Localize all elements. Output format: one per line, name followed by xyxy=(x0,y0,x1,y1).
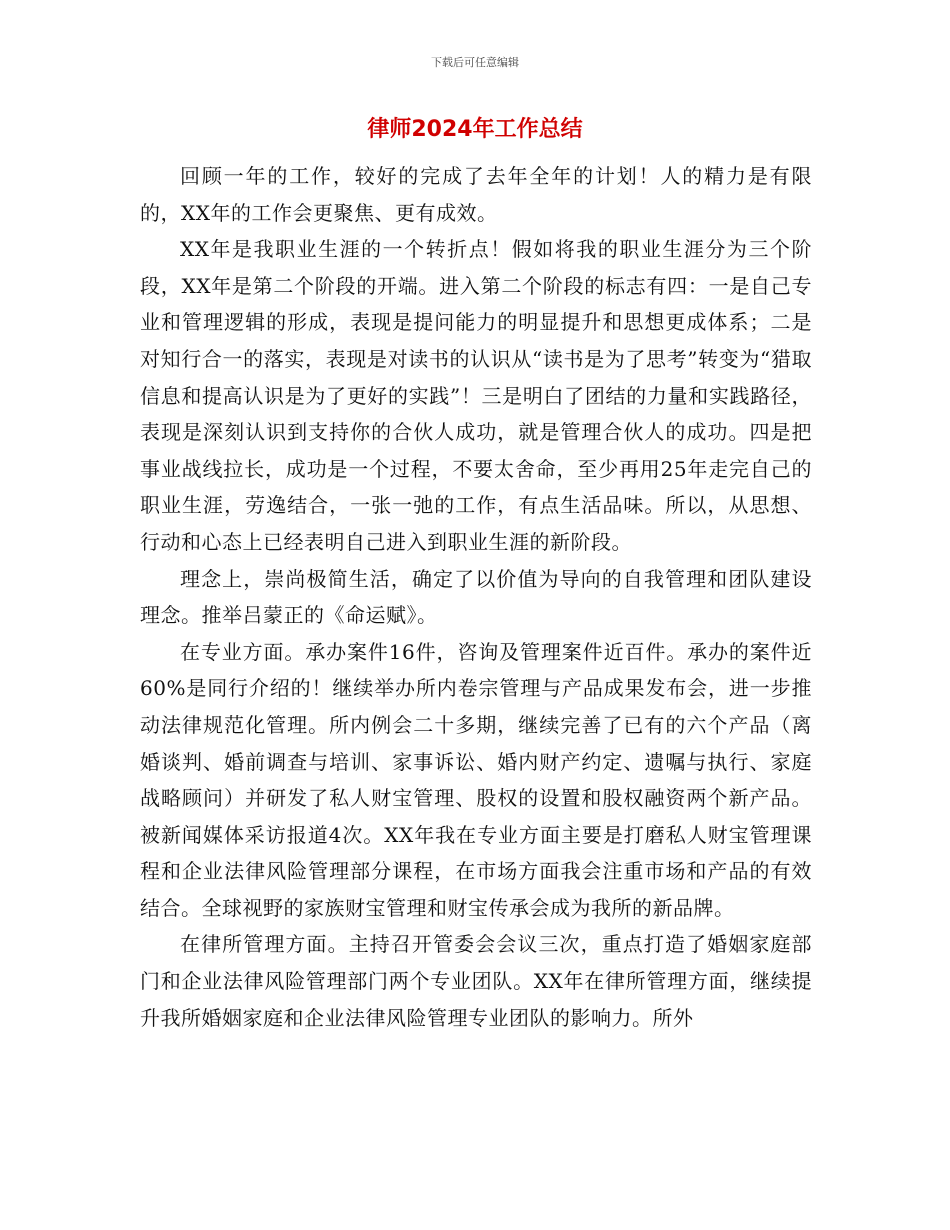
paragraph-review: 回顾一年的工作，较好的完成了去年全年的计划！人的精力是有限的，XX年的工作会更聚焦、更有成效。 xyxy=(140,164,812,225)
document-title: 律师2024年工作总结 xyxy=(367,117,583,142)
paragraph-career-turning-point: XX年是我职业生涯的一个转折点！假如将我的职业生涯分为三个阶段，XX年是第二个阶段的开端。进入第二个阶段的标志有四：一是自己专业和管理逻辑的形成，表现是提问能力的明显提升和思想更成体系；二是对知行合一的落实，表现是对读书的认识从“读书是为了思考”转变为“猎取信息和提高认识是为了更好的实践”！三是明白了团结的力量和实践路径，表现是深刻认识到支持你的合伙人成功，就是管理合伙人的成功。四是把事业战线拉长，成功是一个过程，不要太舍命，至少再用25年走完自己的职业生涯，劳逸结合，一张一弛的工作，有点生活品味。所以，从思想、行动和心态上已经表明自己进入到职业生涯的新阶段。 xyxy=(140,237,812,554)
paragraph-firm-management: 在律所管理方面。主持召开管委会会议三次，重点打造了婚姻家庭部门和企业法律风险管理部门两个专业团队。XX年在律所管理方面，继续提升我所婚姻家庭和企业法律风险管理专业团队的影响力。所外 xyxy=(140,932,812,1030)
paragraph-professional: 在专业方面。承办案件16件，咨询及管理案件近百件。承办的案件近60%是同行介绍的！继续举办所内卷宗管理与产品成果发布会，进一步推动法律规范化管理。所内例会二十多期，继续完善了已有的六个产品（离婚谈判、婚前调查与培训、家事诉讼、婚内财产约定、遗嘱与执行、家庭战略顾问）并研发了私人财宝管理、股权的设置和股权融资两个新产品。被新闻媒体采访报道4次。XX年我在专业方面主要是打磨私人财宝管理课程和企业法律风险管理部分课程，在市场方面我会注重市场和产品的有效结合。全球视野的家族财宝管理和财宝传承会成为我所的新品牌。 xyxy=(140,639,812,920)
page-header-note: 下载后可任意编辑 xyxy=(431,56,519,69)
paragraph-philosophy: 理念上，崇尚极简生活，确定了以价值为导向的自我管理和团队建设理念。推举吕蒙正的《命运赋》。 xyxy=(140,566,812,628)
document-body xyxy=(140,158,812,1036)
